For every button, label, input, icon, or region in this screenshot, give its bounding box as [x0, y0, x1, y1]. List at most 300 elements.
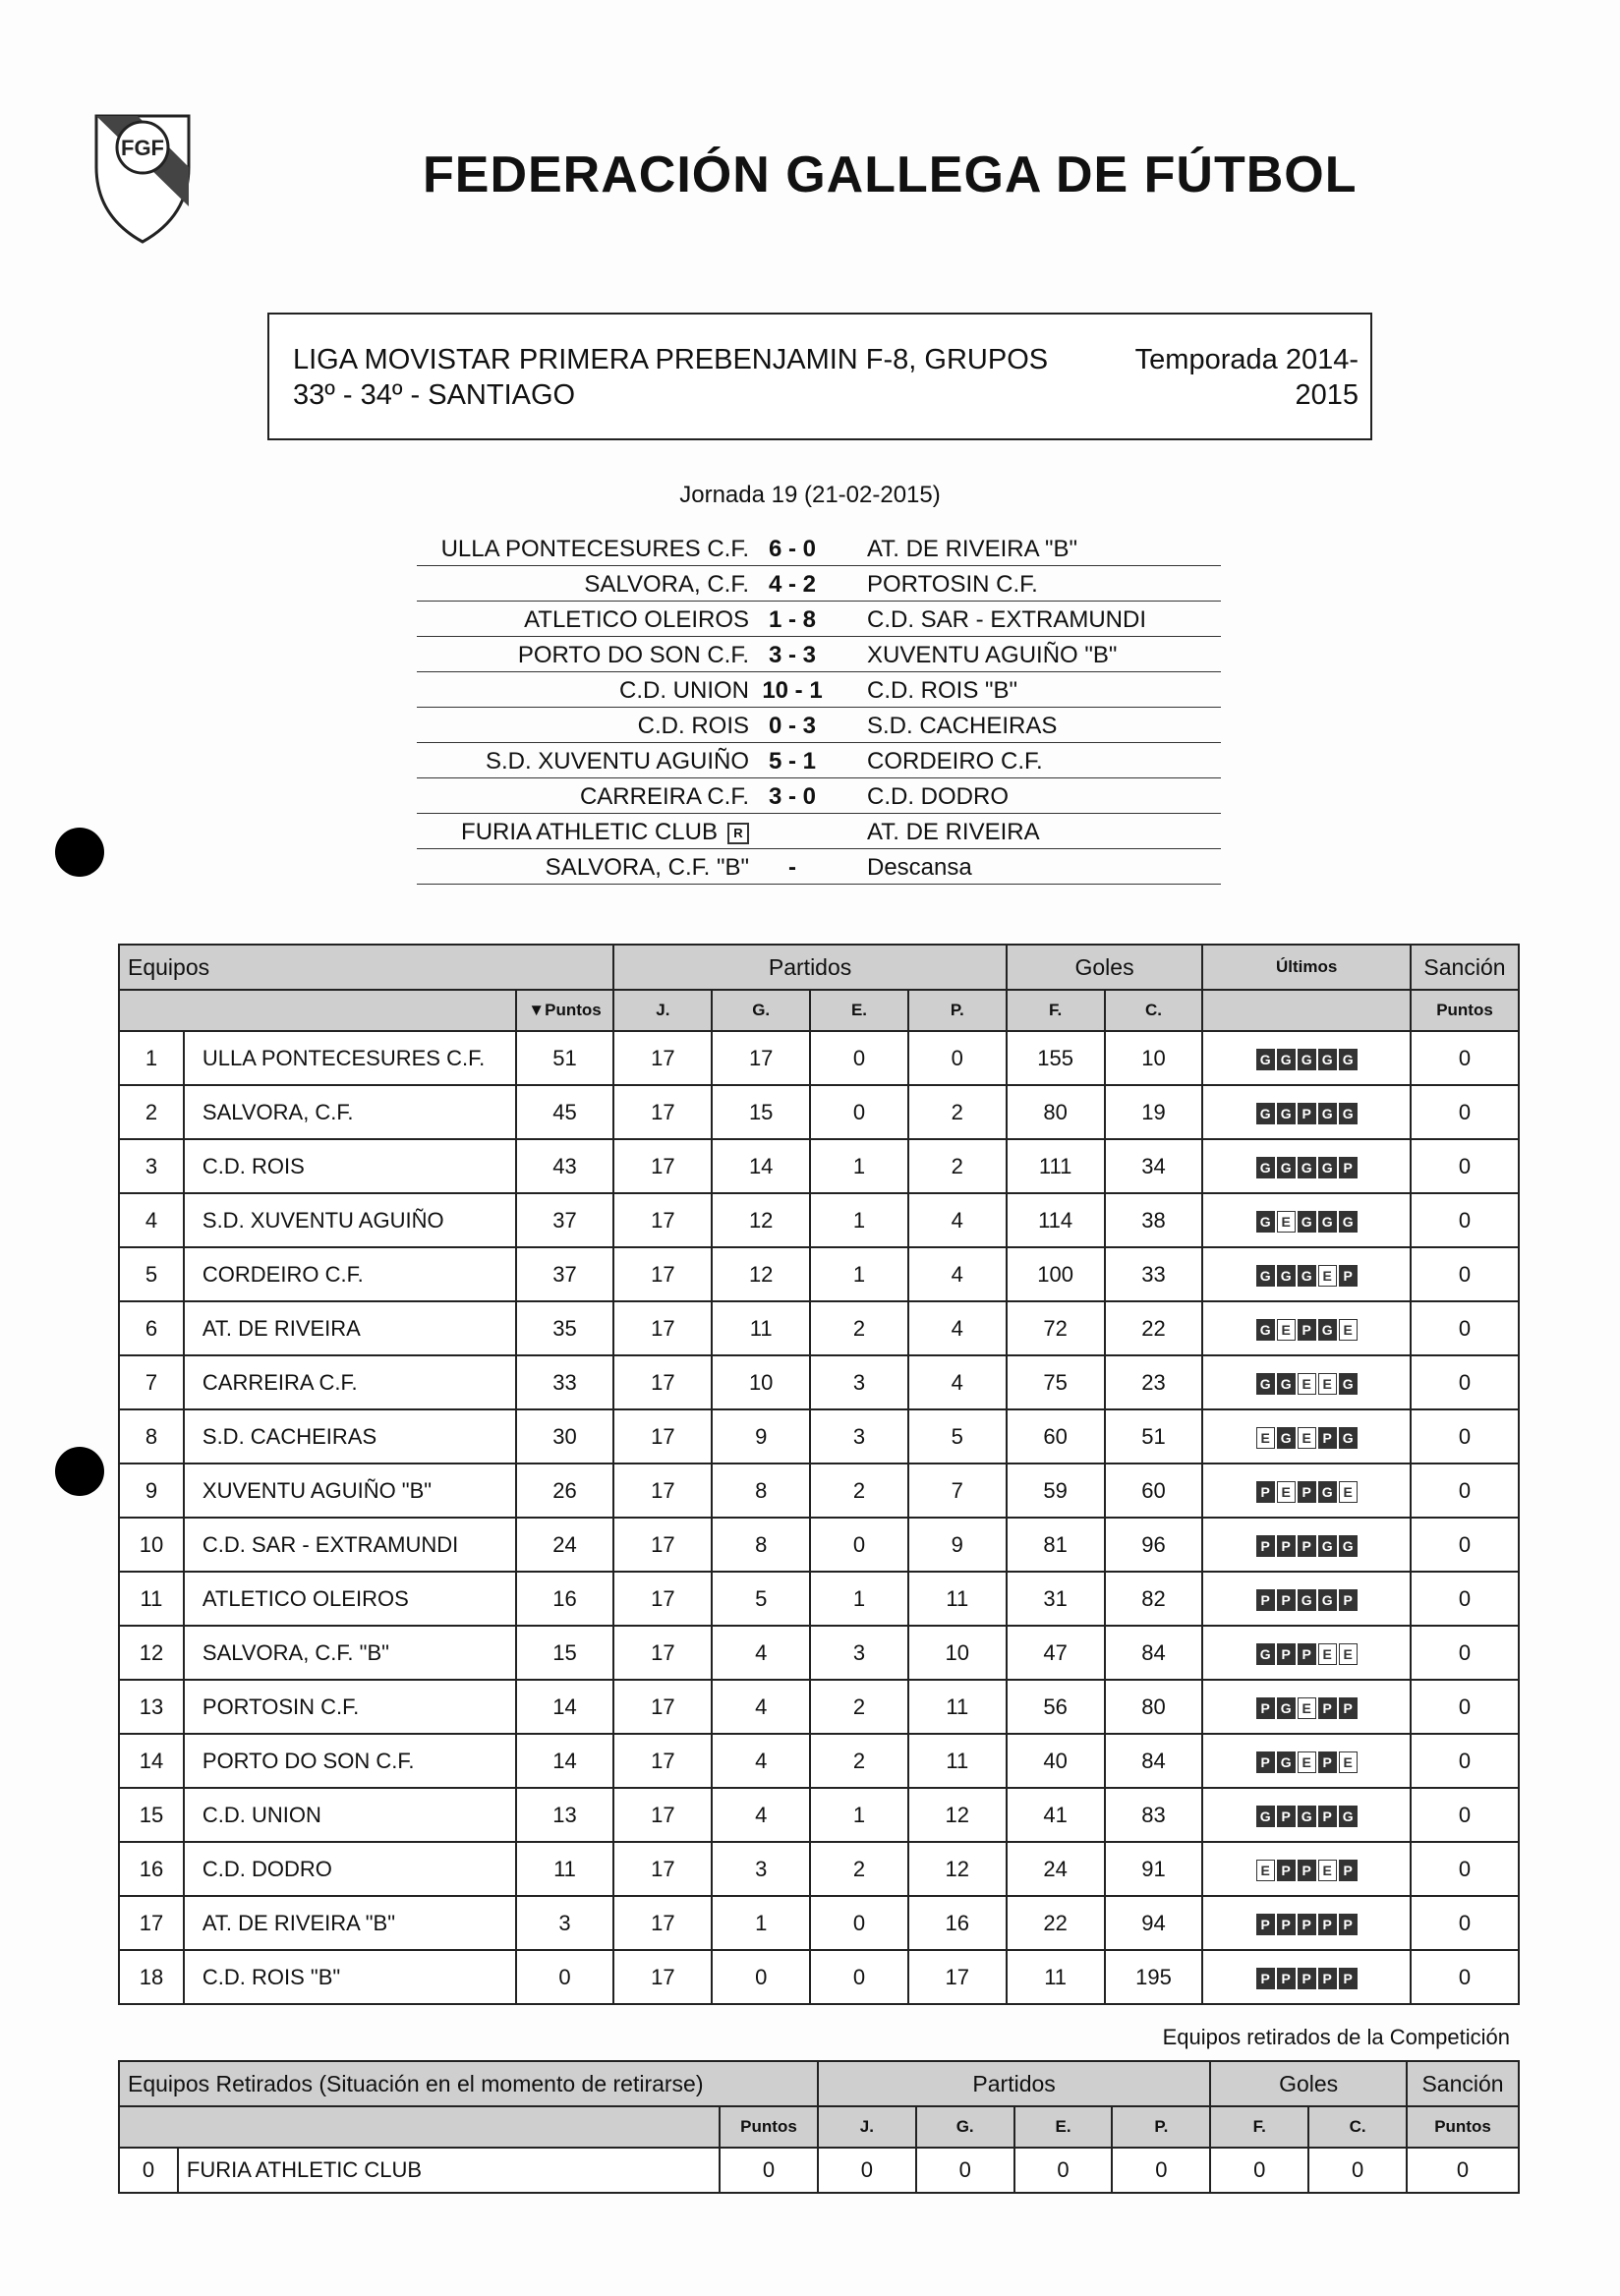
goals-for: 22: [1007, 1896, 1105, 1950]
sanction-points: 0: [1411, 1301, 1519, 1355]
team-name: XUVENTU AGUIÑO "B": [184, 1464, 516, 1518]
last-results: [1202, 1626, 1411, 1680]
last-result-badge: E: [1298, 1373, 1316, 1395]
last-result-badge: G: [1277, 1049, 1296, 1070]
competition-line-2: 33º - 34º - SANTIAGO: [293, 379, 576, 411]
team-name: PORTOSIN C.F.: [184, 1680, 516, 1734]
last-result-badge: G: [1318, 1157, 1337, 1178]
header-sancion-puntos: Puntos: [1411, 990, 1519, 1031]
drawn: 0: [810, 1518, 908, 1572]
drawn: 1: [810, 1247, 908, 1301]
standings-row: [119, 1896, 1519, 1950]
played: 17: [613, 1247, 712, 1301]
last-result-badge: G: [1298, 1211, 1316, 1233]
goals-for: 47: [1007, 1626, 1105, 1680]
last-result-badge: G: [1318, 1535, 1337, 1557]
lost: 11: [908, 1680, 1007, 1734]
home-team-name: SALVORA, C.F. "B": [545, 854, 749, 881]
goals-for: 0: [1210, 2148, 1308, 2193]
result-row: [417, 708, 1221, 743]
logo-initials: FGF: [121, 136, 164, 160]
sanction-points: 0: [1411, 1193, 1519, 1247]
last-result-badge: P: [1318, 1968, 1337, 1989]
position: 16: [119, 1842, 184, 1896]
last-result-badge: P: [1339, 1157, 1358, 1178]
withdrawn-header-goles: Goles: [1210, 2061, 1407, 2106]
result-row: [417, 637, 1221, 672]
goals-for: 11: [1007, 1950, 1105, 2004]
drawn: 1: [810, 1139, 908, 1193]
goals-against: 33: [1105, 1247, 1203, 1301]
drawn: 3: [810, 1355, 908, 1409]
last-results: [1202, 1409, 1411, 1464]
sanction-points: 0: [1411, 1572, 1519, 1626]
lost: 11: [908, 1572, 1007, 1626]
last-result-badge: P: [1339, 1968, 1358, 1989]
played: 17: [613, 1680, 712, 1734]
home-team-name: FURIA ATHLETIC CLUB: [461, 819, 718, 845]
sanction-points: 0: [1411, 1788, 1519, 1842]
lost: 12: [908, 1842, 1007, 1896]
team-name: S.D. CACHEIRAS: [184, 1409, 516, 1464]
header-partidos: Partidos: [613, 945, 1006, 990]
lost: 2: [908, 1139, 1007, 1193]
sanction-points: 0: [1411, 1031, 1519, 1085]
won: 11: [712, 1301, 810, 1355]
won: 15: [712, 1085, 810, 1139]
last-result-badge: G: [1339, 1806, 1358, 1827]
last-result-badge: G: [1318, 1319, 1337, 1341]
result-score: 6 - 0: [768, 536, 817, 562]
played: 17: [613, 1518, 712, 1572]
last-result-badge: G: [1318, 1103, 1337, 1124]
won: 8: [712, 1518, 810, 1572]
played: 17: [613, 1734, 712, 1788]
position: 6: [119, 1301, 184, 1355]
played: 17: [613, 1788, 712, 1842]
withdrawn-header-p: P.: [1112, 2106, 1210, 2148]
last-result-badge: E: [1256, 1427, 1275, 1449]
header-g: G.: [712, 990, 810, 1031]
standings-row: [119, 1193, 1519, 1247]
team-name: C.D. ROIS "B": [184, 1950, 516, 2004]
played: 17: [613, 1950, 712, 2004]
position: 0: [119, 2148, 178, 2193]
drawn: 0: [810, 1896, 908, 1950]
season-line-2: 2015: [1295, 379, 1359, 411]
goals-for: 24: [1007, 1842, 1105, 1896]
standings-row: [119, 1464, 1519, 1518]
points: 16: [516, 1572, 614, 1626]
home-team-name: C.D. UNION: [619, 677, 749, 704]
sanction-points: 0: [1411, 1680, 1519, 1734]
last-result-badge: P: [1277, 1914, 1296, 1935]
result-away-team: XUVENTU AGUIÑO "B": [867, 642, 1118, 668]
last-results: [1202, 1518, 1411, 1572]
last-result-badge: G: [1256, 1643, 1275, 1665]
last-result-badge: G: [1277, 1103, 1296, 1124]
position: 18: [119, 1950, 184, 2004]
last-result-badge: P: [1298, 1914, 1316, 1935]
last-result-badge: G: [1277, 1751, 1296, 1773]
season: [1135, 342, 1359, 413]
withdrawn-header-title: Equipos Retirados (Situación en el momento de retirarse): [119, 2061, 818, 2106]
standings-row: [119, 1247, 1519, 1301]
last-result-badge: G: [1277, 1697, 1296, 1719]
played: 17: [613, 1626, 712, 1680]
points: 24: [516, 1518, 614, 1572]
played: 17: [613, 1031, 712, 1085]
header-f: F.: [1007, 990, 1105, 1031]
goals-against: 60: [1105, 1464, 1203, 1518]
sanction-points: 0: [1411, 1626, 1519, 1680]
points: 45: [516, 1085, 614, 1139]
last-result-badge: G: [1318, 1211, 1337, 1233]
result-home-team: [619, 677, 749, 705]
played: 17: [613, 1896, 712, 1950]
last-result-badge: G: [1277, 1157, 1296, 1178]
standings-row: [119, 1139, 1519, 1193]
last-result-badge: G: [1298, 1806, 1316, 1827]
last-result-badge: E: [1298, 1427, 1316, 1449]
last-result-badge: E: [1277, 1211, 1296, 1233]
team-name: S.D. XUVENTU AGUIÑO: [184, 1193, 516, 1247]
last-result-badge: E: [1318, 1860, 1337, 1881]
last-result-badge: E: [1277, 1481, 1296, 1503]
last-result-badge: E: [1277, 1319, 1296, 1341]
last-result-badge: E: [1339, 1751, 1358, 1773]
team-name: ULLA PONTECESURES C.F.: [184, 1031, 516, 1085]
last-result-badge: P: [1277, 1589, 1296, 1611]
result-home-team: [518, 642, 749, 669]
last-results: [1202, 1247, 1411, 1301]
matchday-title: Jornada 19 (21-02-2015): [679, 482, 941, 508]
last-result-badge: P: [1256, 1589, 1275, 1611]
last-result-badge: G: [1318, 1481, 1337, 1503]
result-score: 4 - 2: [768, 571, 817, 598]
withdrawn-header-partidos: Partidos: [818, 2061, 1210, 2106]
won: 1: [712, 1896, 810, 1950]
position: 14: [119, 1734, 184, 1788]
standings-row: [119, 1950, 1519, 2004]
drawn: 0: [1014, 2148, 1113, 2193]
home-team-name: S.D. XUVENTU AGUIÑO: [485, 748, 749, 775]
goals-against: 84: [1105, 1626, 1203, 1680]
withdrawn-row: [119, 2148, 1519, 2193]
goals-for: 40: [1007, 1734, 1105, 1788]
lost: 4: [908, 1193, 1007, 1247]
standings-row: [119, 1626, 1519, 1680]
played: 0: [818, 2148, 916, 2193]
last-result-badge: G: [1277, 1427, 1296, 1449]
lost: 4: [908, 1355, 1007, 1409]
last-result-badge: P: [1277, 1806, 1296, 1827]
played: 17: [613, 1572, 712, 1626]
result-score: 0 - 3: [768, 713, 817, 739]
won: 14: [712, 1139, 810, 1193]
team-name: SALVORA, C.F.: [184, 1085, 516, 1139]
won: 4: [712, 1734, 810, 1788]
header-equipos: Equipos: [119, 945, 613, 990]
goals-against: 23: [1105, 1355, 1203, 1409]
last-result-badge: P: [1298, 1103, 1316, 1124]
sort-puntos-header[interactable]: [516, 990, 614, 1031]
team-name: CORDEIRO C.F.: [184, 1247, 516, 1301]
last-result-badge: P: [1318, 1806, 1337, 1827]
sanction-points: 0: [1411, 1409, 1519, 1464]
sanction-points: 0: [1411, 1464, 1519, 1518]
drawn: 0: [810, 1085, 908, 1139]
header-ultimos: Últimos: [1202, 945, 1411, 990]
played: 17: [613, 1301, 712, 1355]
result-away-team: AT. DE RIVEIRA: [867, 819, 1040, 845]
sanction-points: 0: [1411, 1247, 1519, 1301]
sanction-points: 0: [1411, 1355, 1519, 1409]
goals-against: 22: [1105, 1301, 1203, 1355]
position: 7: [119, 1355, 184, 1409]
lost: 7: [908, 1464, 1007, 1518]
last-result-badge: E: [1339, 1481, 1358, 1503]
goals-against: 96: [1105, 1518, 1203, 1572]
last-results: [1202, 1950, 1411, 2004]
rest-badge: R: [727, 823, 749, 844]
goals-for: 80: [1007, 1085, 1105, 1139]
standings-row: [119, 1355, 1519, 1409]
last-result-badge: G: [1277, 1265, 1296, 1287]
goals-for: 60: [1007, 1409, 1105, 1464]
last-result-badge: E: [1318, 1643, 1337, 1665]
last-result-badge: G: [1256, 1211, 1275, 1233]
last-result-badge: E: [1318, 1373, 1337, 1395]
won: 0: [712, 1950, 810, 2004]
goals-for: 100: [1007, 1247, 1105, 1301]
drawn: 0: [810, 1950, 908, 2004]
drawn: 2: [810, 1464, 908, 1518]
points: 30: [516, 1409, 614, 1464]
competition-box: [267, 313, 1372, 440]
last-result-badge: G: [1339, 1211, 1358, 1233]
last-results: [1202, 1572, 1411, 1626]
goals-against: 51: [1105, 1409, 1203, 1464]
played: 17: [613, 1085, 712, 1139]
lost: 12: [908, 1788, 1007, 1842]
played: 17: [613, 1139, 712, 1193]
withdrawn-header-g: G.: [916, 2106, 1014, 2148]
result-home-team: [524, 606, 749, 634]
won: 3: [712, 1842, 810, 1896]
home-team-name: SALVORA, C.F.: [584, 571, 749, 598]
header-p: P.: [908, 990, 1007, 1031]
last-result-badge: P: [1339, 1914, 1358, 1935]
sort-desc-icon: ▼: [528, 1001, 546, 1019]
goals-for: 111: [1007, 1139, 1105, 1193]
points: 37: [516, 1193, 614, 1247]
home-team-name: ATLETICO OLEIROS: [524, 606, 749, 633]
standings-row: [119, 1085, 1519, 1139]
results-list: [417, 531, 1221, 885]
last-results: [1202, 1301, 1411, 1355]
lost: 5: [908, 1409, 1007, 1464]
standings-row: [119, 1409, 1519, 1464]
lost: 0: [1112, 2148, 1210, 2193]
position: 10: [119, 1518, 184, 1572]
lost: 10: [908, 1626, 1007, 1680]
position: 17: [119, 1896, 184, 1950]
won: 8: [712, 1464, 810, 1518]
position: 8: [119, 1409, 184, 1464]
lost: 2: [908, 1085, 1007, 1139]
goals-for: 31: [1007, 1572, 1105, 1626]
last-result-badge: P: [1256, 1481, 1275, 1503]
goals-against: 195: [1105, 1950, 1203, 2004]
team-name: FURIA ATHLETIC CLUB: [178, 2148, 720, 2193]
won: 10: [712, 1355, 810, 1409]
goals-against: 82: [1105, 1572, 1203, 1626]
points: 37: [516, 1247, 614, 1301]
last-result-badge: P: [1277, 1968, 1296, 1989]
result-score: 3 - 3: [768, 642, 817, 668]
lost: 0: [908, 1031, 1007, 1085]
home-team-name: C.D. ROIS: [637, 713, 749, 739]
won: 17: [712, 1031, 810, 1085]
team-name: C.D. SAR - EXTRAMUNDI: [184, 1518, 516, 1572]
last-result-badge: G: [1256, 1319, 1275, 1341]
team-name: PORTO DO SON C.F.: [184, 1734, 516, 1788]
last-result-badge: G: [1339, 1535, 1358, 1557]
goals-against: 34: [1105, 1139, 1203, 1193]
standings-row: [119, 1788, 1519, 1842]
drawn: 2: [810, 1842, 908, 1896]
goals-against: 91: [1105, 1842, 1203, 1896]
drawn: 0: [810, 1031, 908, 1085]
standings-row: [119, 1518, 1519, 1572]
played: 17: [613, 1842, 712, 1896]
home-team-name: CARREIRA C.F.: [579, 783, 749, 810]
won: 4: [712, 1626, 810, 1680]
goals-for: 72: [1007, 1301, 1105, 1355]
result-away-team: Descansa: [867, 854, 972, 881]
sanction-points: 0: [1411, 1518, 1519, 1572]
result-home-team: [441, 536, 749, 563]
result-away-team: C.D. DODRO: [867, 783, 1009, 810]
last-result-badge: P: [1256, 1535, 1275, 1557]
standings-row: [119, 1680, 1519, 1734]
last-result-badge: G: [1298, 1265, 1316, 1287]
team-name: C.D. DODRO: [184, 1842, 516, 1896]
position: 1: [119, 1031, 184, 1085]
last-result-badge: G: [1318, 1049, 1337, 1070]
result-row: [417, 814, 1221, 849]
withdrawn-caption: Equipos retirados de la Competición: [1162, 2025, 1510, 2049]
won: 12: [712, 1247, 810, 1301]
sanction-points: 0: [1411, 1842, 1519, 1896]
last-result-badge: P: [1318, 1427, 1337, 1449]
result-away-team: AT. DE RIVEIRA "B": [867, 536, 1077, 562]
drawn: 3: [810, 1626, 908, 1680]
last-result-badge: G: [1339, 1373, 1358, 1395]
last-result-badge: P: [1256, 1697, 1275, 1719]
points: 33: [516, 1355, 614, 1409]
goals-against: 38: [1105, 1193, 1203, 1247]
last-results: [1202, 1085, 1411, 1139]
withdrawn-header-c: C.: [1308, 2106, 1407, 2148]
result-home-team: [461, 819, 749, 846]
withdrawn-header-j: J.: [818, 2106, 916, 2148]
goals-for: 59: [1007, 1464, 1105, 1518]
sanction-points: 0: [1411, 1085, 1519, 1139]
sanction-points: 0: [1407, 2148, 1519, 2193]
result-row: [417, 672, 1221, 708]
last-result-badge: P: [1298, 1968, 1316, 1989]
header-goles: Goles: [1007, 945, 1203, 990]
last-results: [1202, 1788, 1411, 1842]
last-result-badge: G: [1256, 1806, 1275, 1827]
won: 12: [712, 1193, 810, 1247]
last-result-badge: G: [1256, 1265, 1275, 1287]
sanction-points: 0: [1411, 1950, 1519, 2004]
last-result-badge: G: [1277, 1373, 1296, 1395]
last-result-badge: P: [1298, 1643, 1316, 1665]
position: 15: [119, 1788, 184, 1842]
result-row: [417, 566, 1221, 602]
won: 0: [916, 2148, 1014, 2193]
result-away-team: S.D. CACHEIRAS: [867, 713, 1058, 739]
last-results: [1202, 1193, 1411, 1247]
withdrawn-table: [118, 2060, 1520, 2194]
last-result-badge: P: [1256, 1968, 1275, 1989]
last-result-badge: G: [1256, 1373, 1275, 1395]
result-row: [417, 602, 1221, 637]
standings-row: [119, 1842, 1519, 1896]
withdrawn-header-sancion: Sanción: [1407, 2061, 1519, 2106]
sanction-points: 0: [1411, 1139, 1519, 1193]
lost: 4: [908, 1247, 1007, 1301]
team-name: AT. DE RIVEIRA "B": [184, 1896, 516, 1950]
result-away-team: CORDEIRO C.F.: [867, 748, 1043, 775]
header-sancion: Sanción: [1411, 945, 1519, 990]
season-line-1: Temporada 2014-: [1134, 344, 1359, 375]
drawn: 2: [810, 1680, 908, 1734]
last-result-badge: G: [1256, 1049, 1275, 1070]
points: 11: [516, 1842, 614, 1896]
last-result-badge: P: [1298, 1535, 1316, 1557]
last-results: [1202, 1355, 1411, 1409]
last-result-badge: P: [1256, 1751, 1275, 1773]
competition-line-1: LIGA MOVISTAR PRIMERA PREBENJAMIN F-8, GRUPOS: [293, 344, 1049, 375]
drawn: 1: [810, 1788, 908, 1842]
won: 4: [712, 1680, 810, 1734]
last-results: [1202, 1842, 1411, 1896]
drawn: 3: [810, 1409, 908, 1464]
last-results: [1202, 1464, 1411, 1518]
last-result-badge: G: [1256, 1157, 1275, 1178]
last-results: [1202, 1680, 1411, 1734]
standings-row: [119, 1572, 1519, 1626]
last-result-badge: P: [1277, 1535, 1296, 1557]
result-score: -: [788, 854, 796, 881]
last-result-badge: P: [1339, 1860, 1358, 1881]
points: 14: [516, 1680, 614, 1734]
last-result-badge: P: [1277, 1643, 1296, 1665]
lost: 17: [908, 1950, 1007, 2004]
won: 5: [712, 1572, 810, 1626]
header-puntos: Puntos: [545, 1001, 602, 1019]
team-name: CARREIRA C.F.: [184, 1355, 516, 1409]
header-j: J.: [613, 990, 712, 1031]
home-team-name: ULLA PONTECESURES C.F.: [440, 536, 749, 562]
points: 13: [516, 1788, 614, 1842]
goals-against: 80: [1105, 1680, 1203, 1734]
